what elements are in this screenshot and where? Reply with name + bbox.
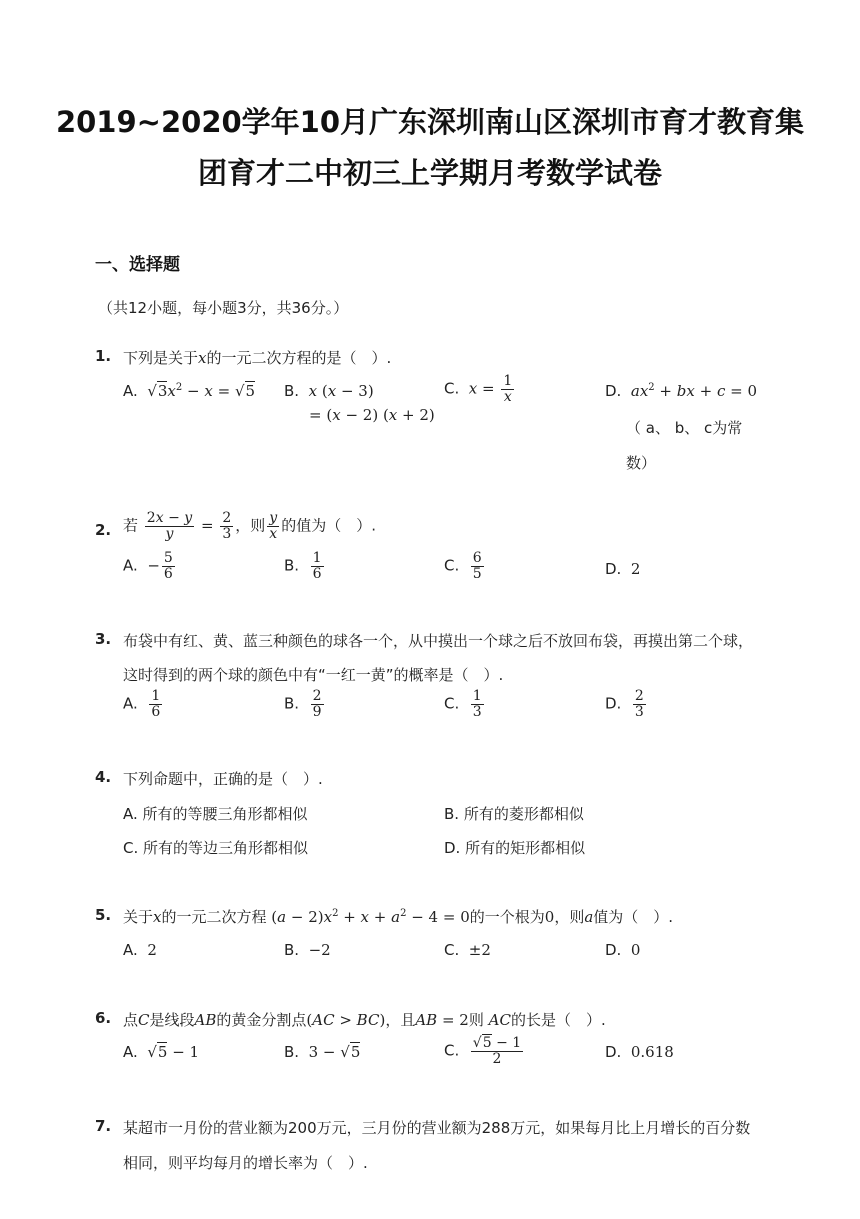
option-d: D. 2 [605, 560, 641, 578]
section-heading: 一、选择题 [95, 255, 180, 275]
question-number: 1. [95, 347, 112, 365]
option-d: D. $ax^2$ + bx + c = 0 [605, 382, 757, 400]
option-b-line-2: = (x − 2) (x + 2) [309, 406, 435, 424]
question-stem: 关于x的一元二次方程 $(a - 2)x^2 + x + a^2 - 4 = 0$的一个根为0，则a值为（ ）. [123, 908, 674, 926]
option-b: B. 所有的菱形都相似 [444, 805, 584, 823]
option-b: B. 3 − √5 [284, 1043, 361, 1061]
option-c: C. $\frac{6}{5}$ [444, 550, 482, 582]
option-b: B. −2 [284, 941, 331, 959]
option-b: B. $\frac{2}{9}$ [284, 688, 322, 720]
question-number: 2. [95, 521, 112, 539]
option-d: D. 0.618 [605, 1043, 674, 1061]
option-d-note: （ a、 b、 c为常 [626, 419, 743, 437]
section-note: （共12小题，每小题3分，共36分。） [98, 299, 349, 317]
page-title-line-2: 团育才二中初三上学期月考数学试卷 [197, 156, 662, 190]
question-number: 3. [95, 630, 112, 648]
option-d: D. 0 [605, 941, 641, 959]
option-a: A. $\frac{1}{6}$ [123, 688, 161, 720]
option-c: C. ±2 [444, 941, 491, 959]
question-number: 6. [95, 1009, 112, 1027]
question-number: 7. [95, 1117, 112, 1135]
question-stem: 某超市一月份的营业额为200万元，三月份的营业额为288万元，如果每月比上月增长的百分数 [123, 1119, 751, 1137]
option-a: A. − $\frac{5}{6}$ [123, 550, 173, 582]
option-a: A. 2 [123, 941, 157, 959]
option-b: B. x (x − 3) [284, 382, 374, 400]
option-b: B. $\frac{1}{6}$ [284, 550, 322, 582]
question-stem: 点C是线段AB的黄金分割点(AC > BC)，且AB = 2则 AC的长是（ ）. [123, 1011, 606, 1029]
option-a: A. 所有的等腰三角形都相似 [123, 805, 308, 823]
option-a: A. √5 − 1 [123, 1043, 200, 1061]
question-stem: 若 $\frac{2x - y}{y}$ = $\frac{2}{3}$ ，则 $\frac{y}{x}$ 的值为（ ）. [123, 510, 376, 542]
option-d-note-2: 数） [626, 454, 657, 472]
option-c: C. $\frac{1}{3}$ [444, 688, 482, 720]
option-a: A. $√3x^2 - x = √5$ [123, 382, 256, 400]
option-c: C. 所有的等边三角形都相似 [123, 839, 309, 857]
question-stem-line-2: 相同，则平均每月的增长率为（ ）. [123, 1154, 368, 1172]
question-number: 5. [95, 906, 112, 924]
option-c: C. $\frac{√5 - 1}{2}$ [444, 1035, 522, 1067]
question-stem-line-2: 这时得到的两个球的颜色中有“一红一黄”的概率是（ ）. [123, 666, 504, 684]
option-d: D. 所有的矩形都相似 [444, 839, 586, 857]
option-d: D. $\frac{2}{3}$ [605, 688, 644, 720]
page-title-line-1: 2019~2020学年10月广东深圳南山区深圳市育才教育集 [55, 105, 805, 139]
question-stem: 下列是关于x的一元二次方程的是（ ）. [123, 349, 392, 367]
option-c: C. x = $\frac{1}{x}$ [444, 373, 513, 405]
question-stem: 布袋中有红、黄、蓝三种颜色的球各一个，从中摸出一个球之后不放回布袋，再摸出第二个球， [123, 632, 754, 650]
question-number: 4. [95, 768, 112, 786]
question-stem: 下列命题中，正确的是（ ）. [123, 770, 323, 788]
